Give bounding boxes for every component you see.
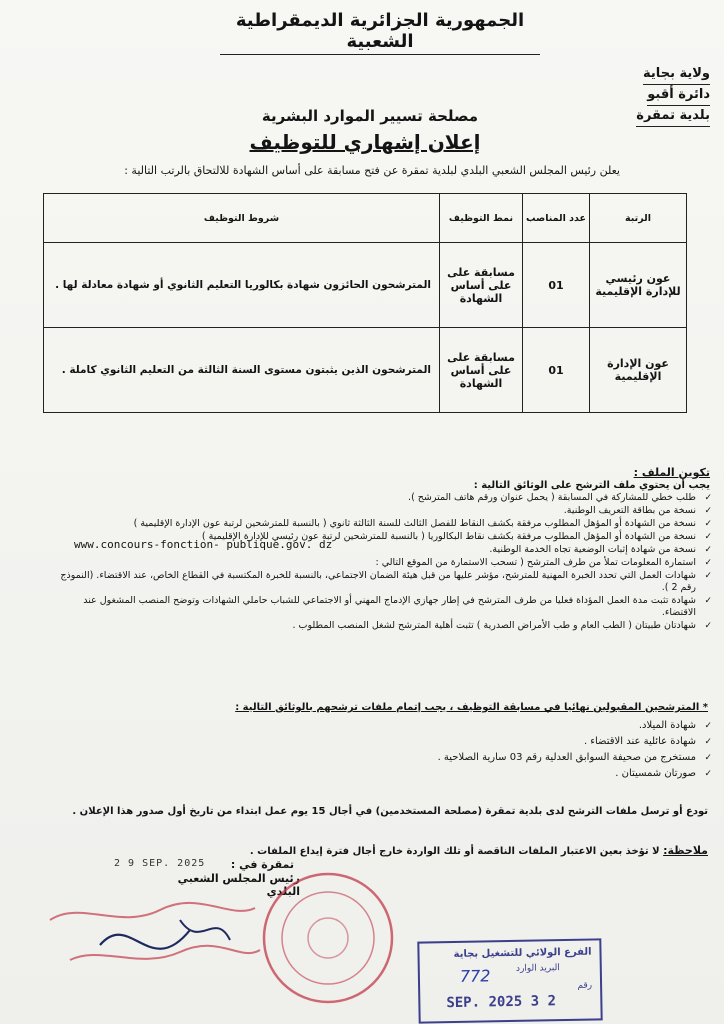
list-item: ✓ شهادات العمل التي تحدد الخبرة المهنية للمترشح، مؤشر عليها من قبل هيئة الضمان الاجتماعي، بالنسبة للخبرة المكتسبة في القطاع الخاص، عند الاقتضاء. (النموذج رقم 2 ). (48, 570, 708, 594)
col-mode-header: نمط التوظيف (440, 194, 523, 243)
file-requirement-text: يجب أن يحتوي ملف الترشح على الوثائق التالية : (473, 480, 710, 491)
submission-text: تودع أو ترسل ملفات الترشح لدى بلدية تمقرة (مصلحة المستخدمين) في أجال 15 يوم عمل ابتداء من تاريخ أول صدور هذا الإعلان . (72, 806, 708, 817)
list-item: ✓ نسخة من الشهادة أو المؤهل المطلوب مرفقة بكشف نقاط البكالوريا ( بالنسبة للمترشحين لرتبة عون رئيسي للإدارة الإقليمية ) (48, 531, 708, 543)
list-item: ✓ صورتان شمسيتان . (188, 766, 708, 782)
commune-label: بلدية تمقرة (636, 106, 710, 127)
list-item: ✓ شهادة تثبت مدة العمل المؤداة فعليا من طرف المترشح في إطار جهازي الإدماج المهني أو الاجتماعي للشباب حاملي الشهادات وتوضح المنصب المشغول عند الاقتضاء. (48, 595, 708, 619)
table-header-row (44, 194, 687, 243)
stamp-line2: البريد الوارد (515, 963, 560, 974)
list-item: ✓ نسخة من شهادة إثبات الوضعية تجاه الخدمة الوطنية. (48, 544, 708, 556)
intro-text: يعلن رئيس المجلس الشعبي البلدي لبلدية تمقرة عن فتح مسابقة على أساس الشهادة للالتحاق بالرتب التالية : (124, 164, 620, 177)
signature-place: تمقرة في : (230, 858, 294, 871)
announcement-title: إعلان إشهاري للتوظيف (249, 130, 481, 154)
table-row (44, 328, 687, 413)
positions-cell: 01 (523, 243, 590, 328)
stamp-date: 2 3 SEP. 2025 (446, 993, 557, 1012)
col-conditions-header: شروط التوظيف (44, 194, 440, 243)
file-documents-list (48, 492, 708, 633)
condition-cell: المترشحون الحائزون شهادة بكالوريا التعليم الثانوي أو شهادة معادلة لها . (44, 243, 440, 328)
list-item: ✓ استمارة المعلومات تملأ من طرف المترشح ( تسحب الاستمارة من الموقع التالي : (48, 557, 708, 569)
list-item: ✓ نسخة من بطاقة التعريف الوطنية. (48, 505, 708, 517)
signature-title: رئيس المجلس الشعبي البلدي (177, 872, 300, 898)
admin-header (560, 64, 710, 127)
list-item: ✓ مستخرج من صحيفة السوابق العدلية رقم 03 سارية الصلاحية . (188, 750, 708, 766)
mode-cell: مسابقة على على أساس الشهادة (440, 328, 523, 413)
daira-label: دائرة أقبو (647, 85, 710, 106)
mode-cell: مسابقة على على أساس الشهادة (440, 243, 523, 328)
stamp-line1: الفرع الولائي للتشغيل بجاية (453, 946, 592, 960)
service-title: مصلحة تسيير الموارد البشرية (261, 107, 479, 125)
list-item: ✓ شهادة عائلية عند الاقتضاء . (188, 734, 708, 750)
stamp-line3: رقم (577, 980, 593, 991)
received-stamp (417, 938, 602, 1023)
col-grade-header: الرتبة (590, 194, 687, 243)
condition-cell: المترشحون الذين يثبتون مستوى السنة الثالثة من التعليم الثانوي كاملة . (44, 328, 440, 413)
positions-table (43, 193, 687, 413)
municipal-seal (258, 868, 398, 1008)
list-item: ✓ نسخة من الشهادة أو المؤهل المطلوب مرفقة بكشف النقاط للفصل الثالث للسنة الثالثة ثانوي ( بالنسبة للمترشحين لرتبة عون الإدارة الإقليمية ) (48, 518, 708, 530)
col-positions-header: عدد المناصب (523, 194, 590, 243)
list-item: ✓ طلب خطي للمشاركة في المسابقة ( يحمل عنوان ورقم هاتف المترشح ). (48, 492, 708, 504)
positions-cell: 01 (523, 328, 590, 413)
handwritten-signature (40, 890, 270, 990)
stamp-number: 772 (459, 966, 491, 986)
wilaya-label: ولاية بجاية (643, 64, 710, 85)
accepted-documents-list (188, 718, 708, 782)
website-link[interactable]: www.concours-fonction- publique.gov. dz (74, 538, 333, 551)
list-item: ✓ شهادة الميلاد. (188, 718, 708, 734)
note-label: ملاحظة: (663, 844, 708, 857)
signature-date: 2 9 SEP. 2025 (114, 858, 206, 869)
note-text: لا تؤخذ بعين الاعتبار الملفات الناقصة أو تلك الواردة خارج أجال فترة إيداع الملفات . (249, 846, 660, 857)
table-row (44, 243, 687, 328)
file-section-title: تكوين الملف : (633, 466, 710, 479)
note (28, 844, 708, 857)
grade-cell: عون رئيسي للإدارة الإقليمية (590, 243, 687, 328)
accepted-section-title: * المترشحين المقبولين نهائيا في مسابقة التوظيف ، يجب إتمام ملفات ترشحهم بالوثائق التالية : (235, 702, 708, 713)
grade-cell: عون الإدارة الإقليمية (590, 328, 687, 413)
list-item: ✓ شهادتان طبيتان ( الطب العام و طب الأمراض الصدرية ) تثبت أهلية المترشح لشغل المنصب المطلوب . (48, 620, 708, 632)
republic-title: الجمهورية الجزائرية الديمقراطية الشعبية (220, 10, 540, 55)
